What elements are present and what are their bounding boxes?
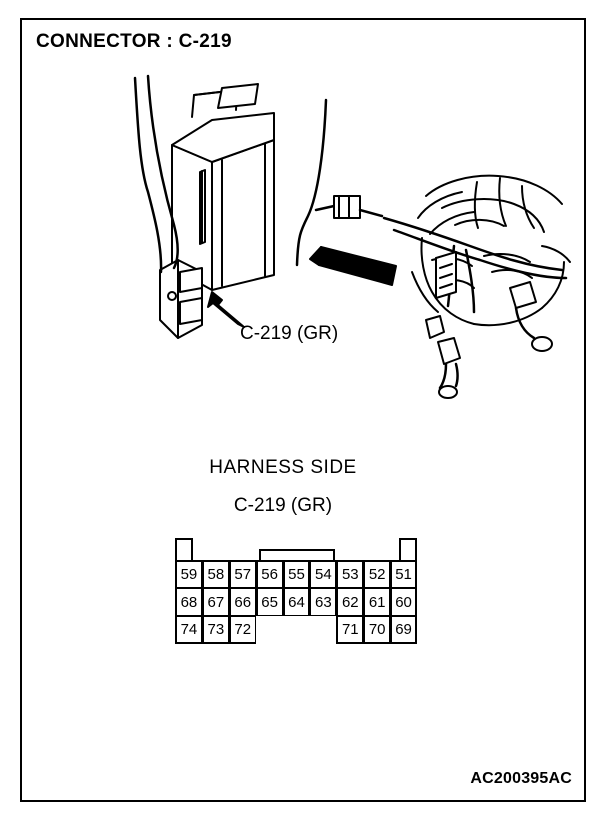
pin-row bbox=[175, 588, 417, 616]
pin-cell: 60 bbox=[390, 588, 417, 616]
harness-side-title: HARNESS SIDE bbox=[209, 457, 357, 478]
pin-cell: 53 bbox=[336, 560, 363, 588]
pin-cell-empty bbox=[309, 616, 336, 644]
pin-cell: 52 bbox=[363, 560, 390, 588]
connector-latch-notch bbox=[259, 549, 335, 560]
page-title: CONNECTOR : C-219 bbox=[36, 31, 232, 52]
pin-cell: 59 bbox=[175, 560, 202, 588]
pin-cell: 64 bbox=[283, 588, 310, 616]
pin-cell: 66 bbox=[229, 588, 256, 616]
pin-cell: 51 bbox=[390, 560, 417, 588]
connector-pin-diagram bbox=[175, 538, 417, 644]
pin-cell: 73 bbox=[202, 616, 229, 644]
pin-cell: 58 bbox=[202, 560, 229, 588]
pin-cell: 69 bbox=[390, 616, 417, 644]
pin-cell: 54 bbox=[309, 560, 336, 588]
connector-rows bbox=[175, 560, 417, 644]
pin-cell: 68 bbox=[175, 588, 202, 616]
pin-cell: 74 bbox=[175, 616, 202, 644]
connector-tab-right bbox=[399, 538, 417, 560]
pin-cell-empty bbox=[256, 616, 283, 644]
illustration-area bbox=[22, 20, 584, 800]
pin-cell: 61 bbox=[363, 588, 390, 616]
pin-cell: 71 bbox=[336, 616, 363, 644]
pin-cell: 56 bbox=[256, 560, 283, 588]
pin-cell: 70 bbox=[363, 616, 390, 644]
pin-cell: 62 bbox=[336, 588, 363, 616]
pin-cell: 72 bbox=[229, 616, 256, 644]
connector-illustration bbox=[22, 20, 584, 800]
connector-tab-left bbox=[175, 538, 193, 560]
pin-cell: 55 bbox=[283, 560, 310, 588]
pin-row bbox=[175, 616, 417, 644]
pin-cell: 65 bbox=[256, 588, 283, 616]
pin-cell: 63 bbox=[309, 588, 336, 616]
pin-cell: 57 bbox=[229, 560, 256, 588]
pin-cell-empty bbox=[283, 616, 310, 644]
pin-row bbox=[175, 560, 417, 588]
connector-callout-label: C-219 (GR) bbox=[240, 323, 339, 344]
pin-cell: 67 bbox=[202, 588, 229, 616]
connector-shell-top bbox=[175, 538, 417, 560]
harness-connector-name: C-219 (GR) bbox=[233, 495, 333, 516]
figure-code: AC200395AC bbox=[470, 770, 572, 787]
